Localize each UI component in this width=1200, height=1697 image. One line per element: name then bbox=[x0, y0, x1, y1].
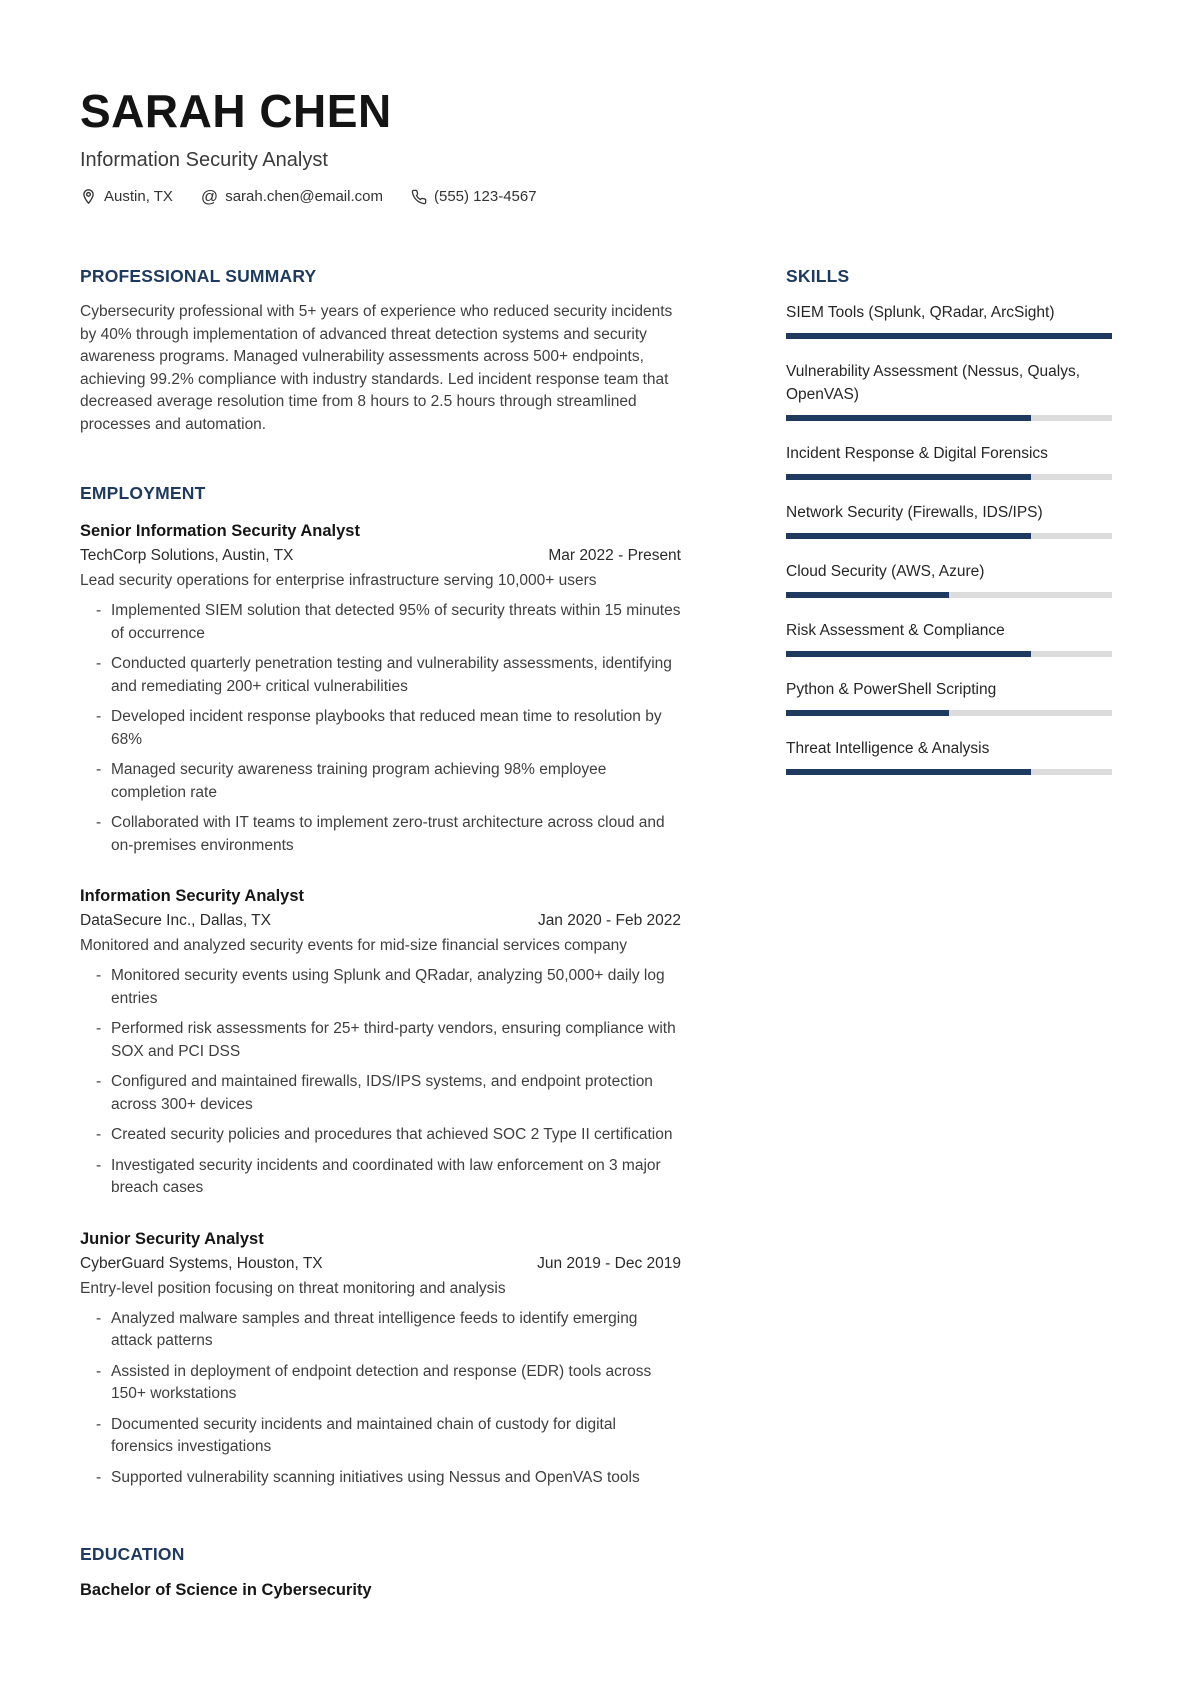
job-company: CyberGuard Systems, Houston, TX bbox=[80, 1254, 323, 1272]
skill-bar-fill bbox=[786, 415, 1031, 421]
bullet-dash: - bbox=[96, 761, 102, 778]
contact-row bbox=[80, 188, 1112, 205]
job-title: Information Security Analyst bbox=[80, 887, 305, 905]
job-description: Entry-level position focusing on threat monitoring and analysis bbox=[80, 1279, 506, 1297]
job-dates: Jun 2019 - Dec 2019 bbox=[537, 1254, 681, 1272]
bullet-dash: - bbox=[96, 708, 102, 725]
job-company: TechCorp Solutions, Austin, TX bbox=[80, 547, 294, 564]
skill-item bbox=[786, 442, 1112, 480]
phone-text: (555) 123-4567 bbox=[433, 188, 537, 205]
job-bullet bbox=[80, 1308, 681, 1353]
job-bullet-list bbox=[80, 1308, 681, 1490]
location-text: Austin, TX bbox=[104, 188, 173, 205]
job-bullet bbox=[80, 706, 681, 751]
contact-email bbox=[201, 188, 383, 205]
job-bullet-list bbox=[80, 965, 681, 1200]
job-bullet bbox=[80, 1414, 681, 1459]
job-description: Monitored and analyzed security events for mid-size financial services company bbox=[80, 937, 628, 954]
bullet-dash: - bbox=[96, 814, 102, 831]
job-bullet bbox=[80, 653, 681, 698]
bullet-dash: - bbox=[96, 1468, 102, 1486]
job-entry bbox=[80, 885, 681, 1200]
job-title: Junior Security Analyst bbox=[80, 1229, 264, 1248]
job-bullet bbox=[80, 965, 681, 1010]
bullet-dash: - bbox=[96, 655, 102, 672]
contact-location bbox=[80, 188, 173, 205]
bullet-text: Developed incident response playbooks that reduced mean time to resolution by 68% bbox=[111, 708, 662, 748]
skill-label: Threat Intelligence & Analysis bbox=[786, 740, 990, 757]
person-name: SARAH CHEN bbox=[80, 85, 392, 137]
bullet-dash: - bbox=[96, 967, 102, 984]
job-bullet bbox=[80, 1155, 681, 1200]
bullet-text: Investigated security incidents and coordinated with law enforcement on 3 major breach cases bbox=[111, 1156, 661, 1196]
skill-label: Risk Assessment & Compliance bbox=[786, 622, 1005, 639]
bullet-dash: - bbox=[96, 1073, 102, 1090]
job-dates: Mar 2022 - Present bbox=[548, 547, 681, 564]
job-dates: Jan 2020 - Feb 2022 bbox=[537, 912, 681, 929]
skill-label: SIEM Tools (Splunk, QRadar, ArcSight) bbox=[786, 304, 1055, 321]
skill-bar-fill bbox=[786, 710, 949, 716]
job-meta-row bbox=[80, 910, 681, 932]
skill-bar-track bbox=[786, 415, 1112, 421]
bullet-text: Monitored security events using Splunk and QRadar, analyzing 50,000+ daily log entries bbox=[111, 967, 665, 1007]
job-meta-row bbox=[80, 1253, 681, 1275]
bullet-text: Created security policies and procedures that achieved SOC 2 Type II certification bbox=[111, 1126, 673, 1143]
bullet-dash: - bbox=[96, 1362, 102, 1380]
bullet-text: Assisted in deployment of endpoint detection and response (EDR) tools across 150+ workstations bbox=[111, 1362, 652, 1402]
job-bullet-list bbox=[80, 600, 681, 857]
skill-bar-fill bbox=[786, 474, 1031, 480]
content-columns bbox=[80, 265, 1112, 1601]
skill-bar-fill bbox=[786, 333, 1112, 339]
job-bullet bbox=[80, 1467, 681, 1490]
skill-bar-track bbox=[786, 592, 1112, 598]
skill-item bbox=[786, 619, 1112, 657]
skill-item bbox=[786, 560, 1112, 598]
job-bullet bbox=[80, 759, 681, 804]
job-bullet bbox=[80, 600, 681, 645]
summary-section bbox=[80, 265, 681, 436]
bullet-text: Supported vulnerability scanning initiatives using Nessus and OpenVAS tools bbox=[111, 1468, 640, 1486]
bullet-dash: - bbox=[96, 1126, 102, 1143]
skill-label: Python & PowerShell Scripting bbox=[786, 681, 997, 698]
skill-label: Incident Response & Digital Forensics bbox=[786, 445, 1048, 462]
bullet-dash: - bbox=[96, 602, 102, 619]
skill-bar-fill bbox=[786, 651, 1031, 657]
contact-phone bbox=[411, 188, 537, 205]
skill-label: Vulnerability Assessment (Nessus, Qualys, OpenVAS) bbox=[786, 363, 1081, 403]
education-degree: Bachelor of Science in Cybersecurity bbox=[80, 1581, 372, 1599]
location-pin-icon bbox=[80, 188, 97, 205]
job-bullet bbox=[80, 1071, 681, 1116]
job-bullet bbox=[80, 1124, 681, 1147]
person-job-title: Information Security Analyst bbox=[80, 149, 328, 171]
phone-icon bbox=[411, 189, 427, 205]
skill-bar-track bbox=[786, 710, 1112, 716]
skill-bar-track bbox=[786, 474, 1112, 480]
bullet-text: Performed risk assessments for 25+ third-party vendors, ensuring compliance with SOX and PCI DSS bbox=[111, 1020, 676, 1060]
skill-bar-track bbox=[786, 651, 1112, 657]
bullet-dash: - bbox=[96, 1156, 102, 1174]
employment-section bbox=[80, 482, 681, 1489]
bullet-dash: - bbox=[96, 1309, 102, 1327]
employment-heading: EMPLOYMENT bbox=[80, 483, 206, 503]
bullet-text: Configured and maintained firewalls, IDS/IPS systems, and endpoint protection across 300+ devices bbox=[111, 1073, 653, 1113]
skills-column bbox=[786, 265, 1112, 1601]
skill-item bbox=[786, 678, 1112, 716]
skill-item bbox=[786, 501, 1112, 539]
email-text: sarah.chen@email.com bbox=[225, 188, 383, 205]
bullet-dash: - bbox=[96, 1415, 102, 1433]
skill-item bbox=[786, 360, 1112, 421]
job-entry bbox=[80, 1228, 681, 1490]
skill-bar-track bbox=[786, 769, 1112, 775]
skill-item bbox=[786, 737, 1112, 775]
skill-label: Cloud Security (AWS, Azure) bbox=[786, 563, 985, 580]
job-bullet bbox=[80, 1361, 681, 1406]
skill-bar-fill bbox=[786, 769, 1031, 775]
job-meta-row bbox=[80, 545, 681, 567]
bullet-text: Analyzed malware samples and threat intelligence feeds to identify emerging attack patterns bbox=[111, 1309, 638, 1349]
skill-bar-fill bbox=[786, 533, 1031, 539]
bullet-text: Collaborated with IT teams to implement zero-trust architecture across cloud and on-premises environments bbox=[111, 814, 665, 854]
main-column bbox=[80, 265, 681, 1601]
resume-header bbox=[80, 85, 1112, 206]
skills-heading: SKILLS bbox=[786, 266, 850, 286]
job-bullet bbox=[80, 812, 681, 857]
education-heading: EDUCATION bbox=[80, 1544, 185, 1564]
summary-text: Cybersecurity professional with 5+ years of experience who reduced security incidents by 40% through implementation of advanced threat detection systems and security awareness programs. Managed vulnerability assessments across 500+ endpoints, achieving 99.2% compliance with industry standards. Led incident response team that decreased average resolution time from 8 hours to 2.5 hours through streamlined processes and automation. bbox=[80, 303, 673, 433]
bullet-text: Conducted quarterly penetration testing and vulnerability assessments, identifying and remediating 200+ critical vulnerabilities bbox=[111, 655, 672, 695]
bullet-text: Implemented SIEM solution that detected 95% of security threats within 15 minutes of occurrence bbox=[111, 602, 681, 642]
summary-heading: PROFESSIONAL SUMMARY bbox=[80, 266, 317, 286]
education-section bbox=[80, 1543, 681, 1601]
skill-item bbox=[786, 301, 1112, 339]
job-title: Senior Information Security Analyst bbox=[80, 522, 360, 540]
job-bullet bbox=[80, 1018, 681, 1063]
skill-bar-track bbox=[786, 533, 1112, 539]
skill-label: Network Security (Firewalls, IDS/IPS) bbox=[786, 504, 1043, 521]
job-description: Lead security operations for enterprise infrastructure serving 10,000+ users bbox=[80, 572, 597, 589]
job-entry bbox=[80, 520, 681, 857]
skill-bar-fill bbox=[786, 592, 949, 598]
skill-bar-track bbox=[786, 333, 1112, 339]
email-at-icon: @ bbox=[200, 187, 219, 206]
job-company: DataSecure Inc., Dallas, TX bbox=[80, 912, 271, 929]
bullet-text: Documented security incidents and maintained chain of custody for digital forensics investigations bbox=[111, 1415, 616, 1455]
bullet-text: Managed security awareness training program achieving 98% employee completion rate bbox=[111, 761, 607, 801]
bullet-dash: - bbox=[96, 1020, 102, 1037]
